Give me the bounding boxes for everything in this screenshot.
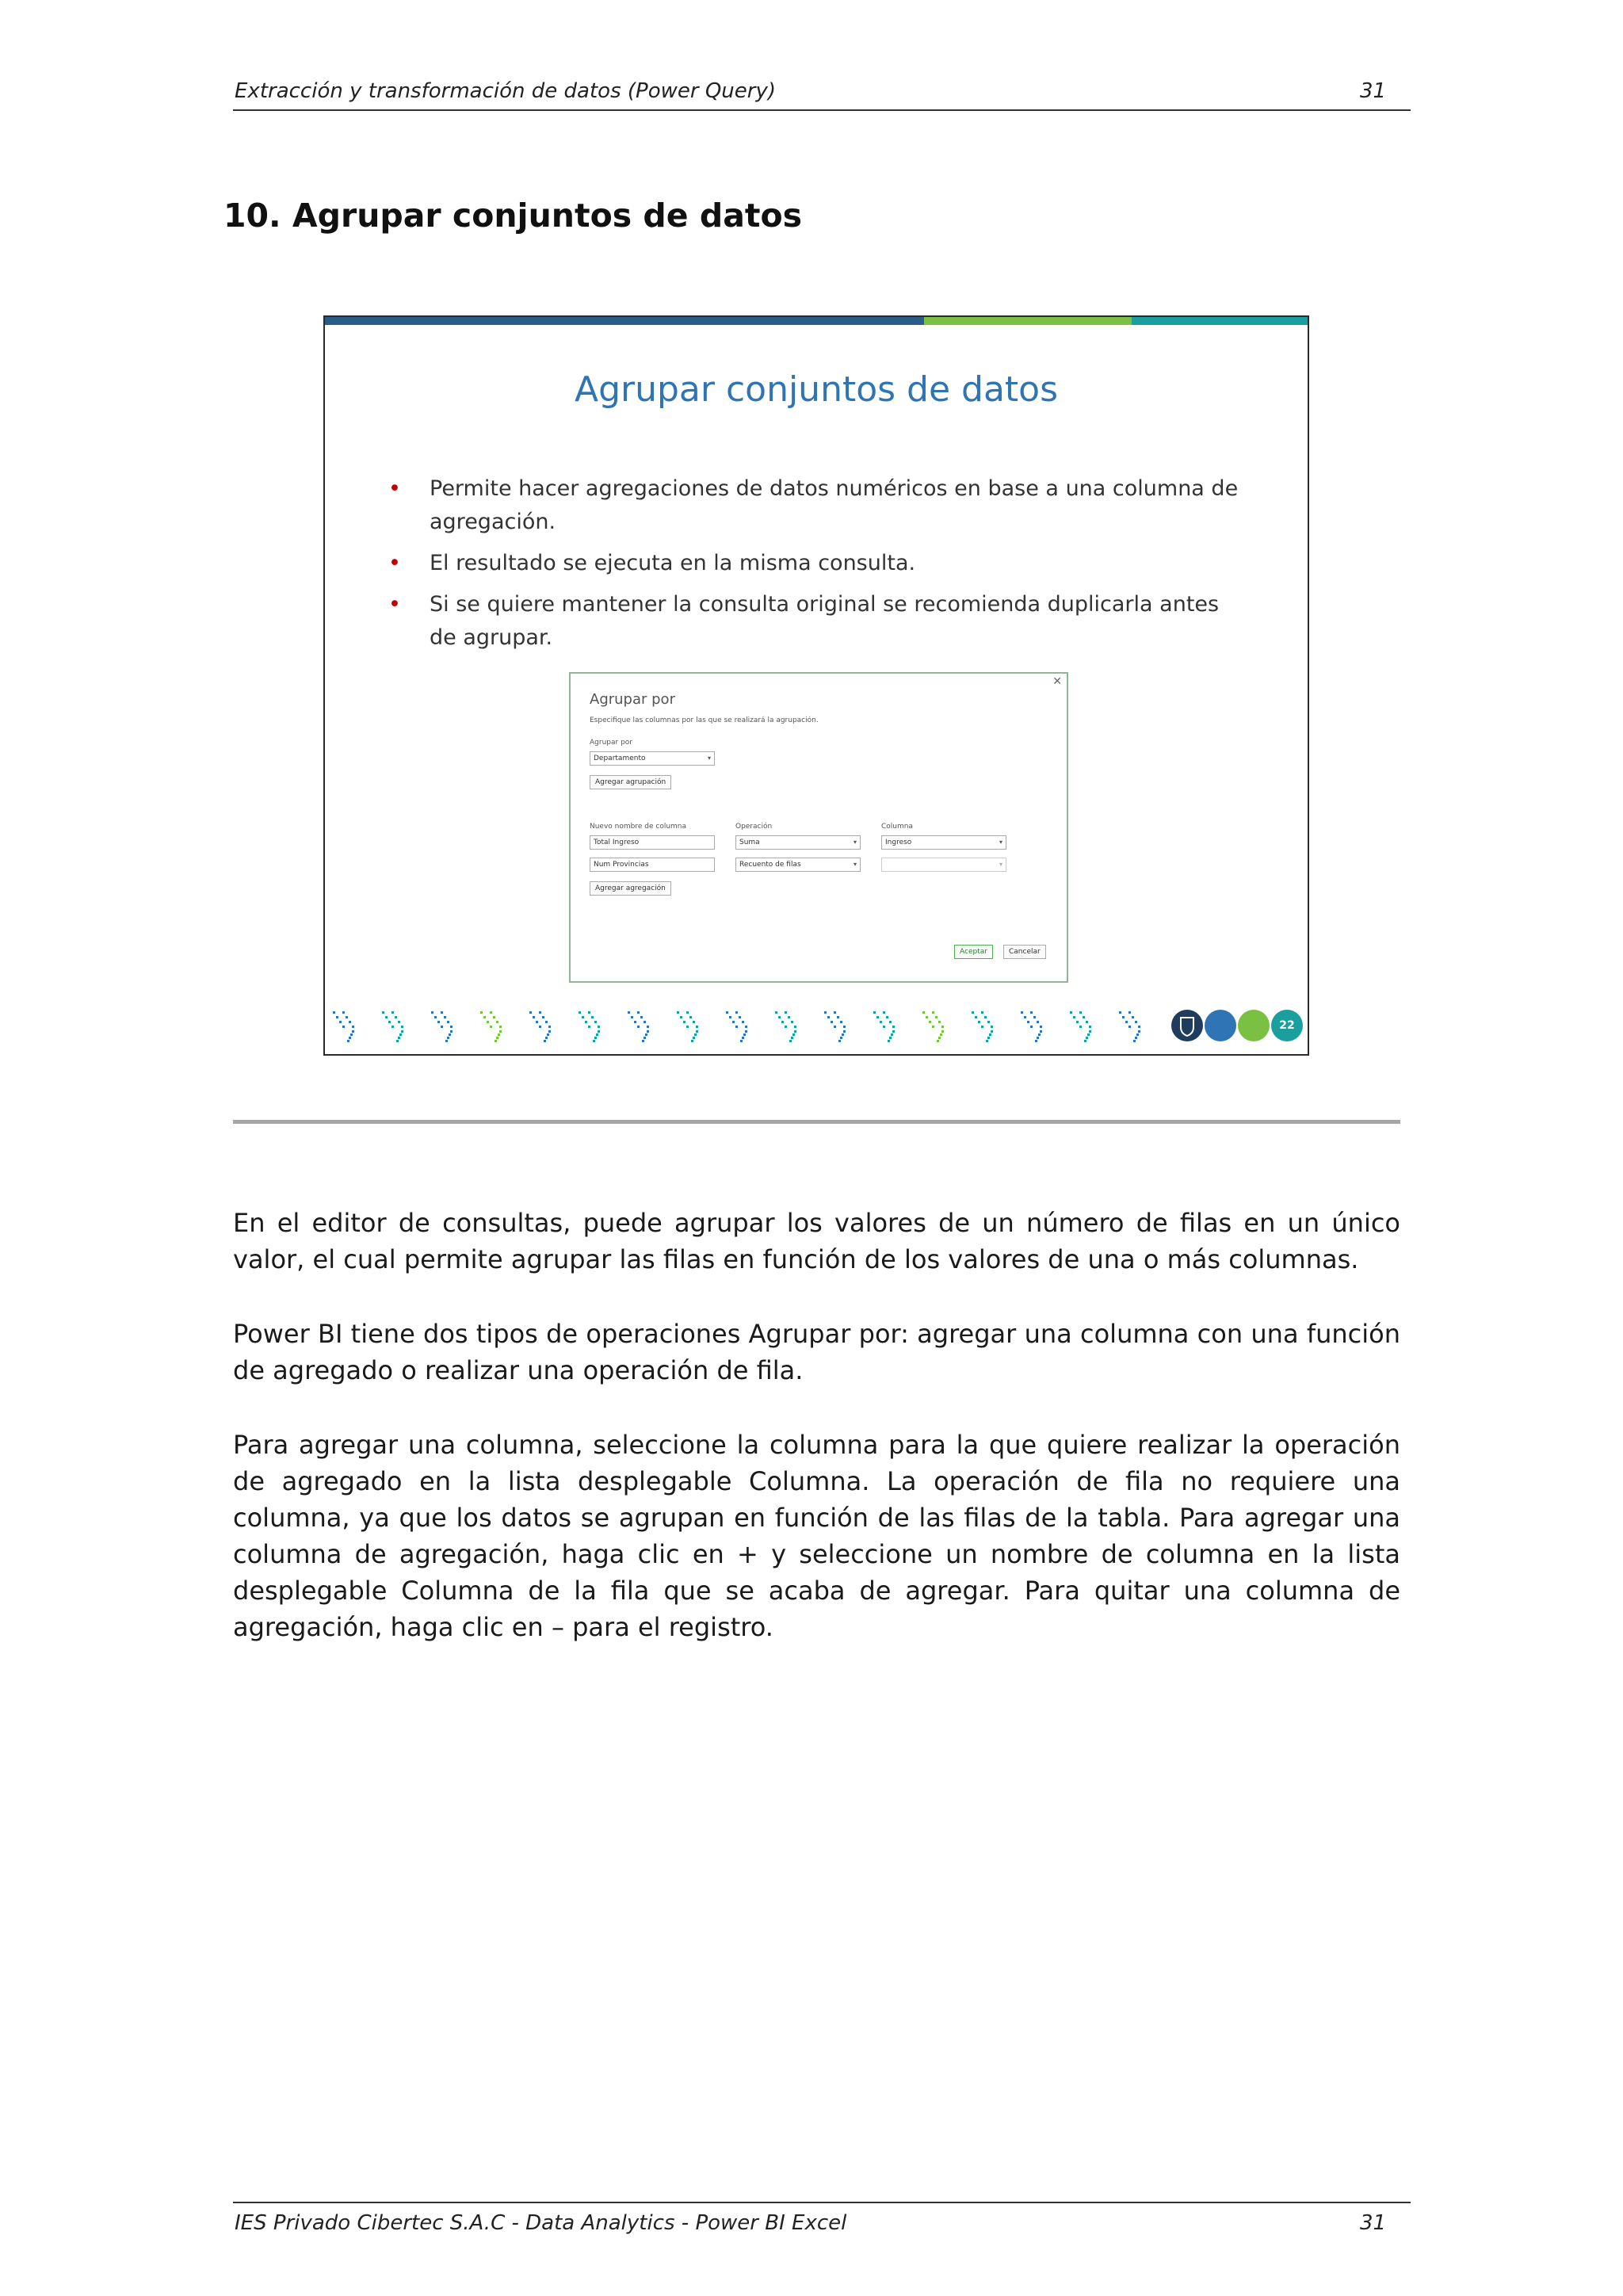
chevron-dot [483,1016,486,1018]
chevron-dot [431,1011,433,1014]
chevron-dot [349,1037,351,1039]
chevron-dot [683,1021,685,1023]
chevron-dot [991,1026,993,1028]
accept-button[interactable]: Aceptar [954,945,993,959]
chevron-dot [991,1030,993,1033]
chevron-dot [539,1026,541,1028]
chevron-dot [1024,1016,1026,1018]
chevron-dot [352,1030,354,1033]
chevron-dot [986,1040,988,1042]
chevron-dot [889,1021,892,1023]
chevron-dot [880,1021,882,1023]
footer-rule [233,2202,1411,2203]
chevron-dots-icon [333,1011,1140,1042]
chevron-dot [401,1026,403,1028]
chevron-dot [1040,1030,1042,1033]
chevron-dot [399,1033,402,1036]
chevron-dot [840,1037,842,1039]
chevron-dot [696,1026,698,1028]
chevron-dot [547,1033,549,1036]
chevron-dot [487,1021,489,1023]
chevron-dot [873,1011,876,1014]
chevron-dot [349,1021,351,1023]
chevron-dot [1035,1040,1037,1042]
chevron-dot [450,1026,453,1028]
chevron-dot [1119,1011,1121,1014]
chevron-dot [987,1037,990,1039]
chevron-dot [450,1030,453,1033]
chevron-dot [539,1011,541,1014]
chevron-dot [1027,1021,1029,1023]
column-select[interactable] [881,858,1006,872]
operation-select[interactable]: Recuento de filas ▾ [735,858,861,872]
chevron-dot [888,1040,890,1042]
chevron-dot [1132,1016,1134,1018]
group-by-select[interactable]: Departamento ▾ [590,751,715,766]
chevron-dot [647,1026,649,1028]
slide-bullet: • Permite hacer agregaciones de datos numéricos en base a una columna de agregación. [388,472,1244,539]
chevron-dot [637,1026,640,1028]
chevron-dot [732,1021,735,1023]
chevron-dot [791,1021,793,1023]
chevron-dot [594,1037,597,1039]
slide-image [323,315,1309,1056]
chevron-dot [342,1026,345,1028]
chevron-dot [628,1011,630,1014]
chevron-dot [989,1033,991,1036]
chevron-dot [391,1011,394,1014]
chevron-dot [686,1011,689,1014]
chevron-dot [1083,1016,1085,1018]
chevron-dot [1125,1021,1128,1023]
chevron-dot [598,1030,600,1033]
chevron-dot [785,1026,787,1028]
chevron-dot [437,1021,440,1023]
chevron-dot [449,1033,451,1036]
running-footer-text: IES Privado Cibertec S.A.C - Data Analytics - Power BI Excel [235,2211,847,2235]
chevron-dot [938,1037,941,1039]
chevron-dot [493,1016,495,1018]
slide-number-badge: 22 [1271,1010,1303,1041]
chevron-dot [499,1026,502,1028]
chevron-dot [935,1016,938,1018]
chevron-dot [1038,1033,1041,1036]
chevron-dot [838,1040,841,1042]
chevron-dot [785,1011,787,1014]
chevron-dot [938,1021,941,1023]
chevron-dot [594,1021,597,1023]
chevron-dot [588,1011,590,1014]
chevron-dot [499,1030,502,1033]
chevron-dot [987,1021,990,1023]
chevron-dot [548,1030,551,1033]
chevron-dot [441,1026,443,1028]
chevron-dot [1087,1033,1090,1036]
chevron-dot [579,1011,581,1014]
chevron-dot [342,1011,345,1014]
chevron-dot [1073,1016,1075,1018]
chevron-dot [889,1037,892,1039]
chevron-dot [333,1011,335,1014]
chevron-down-icon: ▾ [853,861,857,868]
slide-bullet: • Si se quiere mantener la consulta original se recomienda duplicarla antes de agrupar. [388,588,1244,655]
chevron-dot [694,1033,697,1036]
chevron-dot [735,1026,738,1028]
chevron-dot [536,1021,538,1023]
group-by-label: Agrupar por [590,739,632,747]
chevron-dot [978,1021,980,1023]
chevron-dot [643,1037,646,1039]
chevron-down-icon: ▾ [707,755,711,762]
chevron-dot [941,1026,944,1028]
chevron-dot [548,1026,551,1028]
chevron-dot [529,1011,532,1014]
chevron-dot [834,1026,836,1028]
column-select[interactable]: Ingreso ▾ [881,835,1006,850]
chevron-dot [395,1016,397,1018]
add-grouping-button[interactable]: Agregar agrupación [590,775,671,789]
chevron-dot [588,1026,590,1028]
chevron-dot [490,1011,492,1014]
slide-bullet-list [388,472,1244,663]
new-column-name-input[interactable]: Num Provincias [590,858,715,872]
chevron-dot [941,1030,944,1033]
chevron-dot [398,1021,400,1023]
chevron-dot [582,1016,584,1018]
chevron-dot [742,1021,744,1023]
chevron-dot [743,1033,746,1036]
body-paragraph: En el editor de consultas, puede agrupar los valores de un número de filas en un único valor, el cual permite agrupar las filas en función de los valores de una o más columnas. [233,1208,1400,1274]
chevron-dot [347,1040,349,1042]
chevron-dot [1030,1011,1033,1014]
chevron-dot [391,1026,394,1028]
chevron-dot [441,1011,443,1014]
chevron-dot [735,1011,738,1014]
chevron-dot [937,1040,939,1042]
chevron-dot [843,1026,846,1028]
chevron-dot [545,1037,548,1039]
chevron-dot [645,1033,647,1036]
chevron-dot [892,1026,895,1028]
chevron-dot [726,1011,728,1014]
chevron-dot [1070,1011,1072,1014]
chevron-dot [401,1030,403,1033]
chevron-dot [691,1040,693,1042]
chevron-dot [791,1037,793,1039]
chevron-dot [984,1016,987,1018]
chevron-dot [981,1026,983,1028]
chevron-dot [1076,1021,1079,1023]
chevron-dot [545,1021,548,1023]
body-paragraph: Power BI tiene dos tipos de operaciones Agrupar por: agregar una columna con una función de agregado o realizar una operación de fila. [233,1319,1400,1385]
chevron-dot [696,1030,698,1033]
chevron-dot [1138,1026,1140,1028]
chevron-dot [677,1011,679,1014]
chevron-dot [689,1016,692,1018]
chevron-dot [922,1011,925,1014]
chevron-dot [398,1037,400,1039]
chevron-dot [842,1033,844,1036]
chevron-dot [490,1026,492,1028]
new-column-name-header: Nuevo nombre de columna [590,823,687,831]
shield-icon [1171,1010,1203,1041]
chevron-dot [434,1016,437,1018]
chevron-dot [1122,1016,1125,1018]
chevron-dot [788,1016,790,1018]
chevron-dot [981,1011,983,1014]
chevron-dot [883,1026,885,1028]
column-header: Columna [881,823,913,831]
chevron-dot [775,1011,777,1014]
chevron-dot [544,1040,546,1042]
chevron-dot [1021,1011,1023,1014]
chevron-dot [1040,1026,1042,1028]
chevron-dot [1086,1021,1088,1023]
chevron-dot [1136,1033,1139,1036]
chevron-dot [794,1026,796,1028]
chevron-dot [975,1016,977,1018]
chevron-dot [640,1016,643,1018]
chevron-dot [843,1030,846,1033]
chevron-dot [1089,1026,1091,1028]
section-title: 10. Agrupar conjuntos de datos [223,197,803,235]
chevron-dot [827,1016,830,1018]
running-footer-page-number: 31 [1360,2211,1387,2235]
chevron-pattern-decoration [328,1007,1176,1051]
chevron-dot [1079,1011,1082,1014]
chevron-dot [542,1016,544,1018]
chevron-dot [739,1016,741,1018]
group-by-dialog [569,672,1068,983]
chevron-dot [932,1011,934,1014]
chevron-dot [892,1030,895,1033]
chevron-dot [339,1021,342,1023]
chevron-dot [740,1040,743,1042]
slide-top-bar-blue [325,317,924,325]
chevron-dot [693,1037,695,1039]
slide-top-bar-teal [1132,317,1309,325]
bullet-icon: • [388,551,401,575]
chevron-dot [792,1033,795,1036]
chevron-dot [350,1033,353,1036]
chevron-dot [634,1021,636,1023]
chevron-dot [1086,1037,1088,1039]
chevron-dot [837,1016,839,1018]
chevron-dot [745,1026,747,1028]
chevron-dot [876,1016,879,1018]
chevron-dot [794,1030,796,1033]
chevron-down-icon: ▾ [999,861,1002,868]
chevron-dot [447,1037,449,1039]
chevron-dot [1135,1021,1137,1023]
chevron-dot [585,1021,587,1023]
chevron-dot [388,1021,391,1023]
bullet-icon: • [388,592,401,617]
chevron-dot [789,1040,792,1042]
chevron-dot [382,1011,384,1014]
chevron-dot [742,1037,744,1039]
chevron-dot [834,1011,836,1014]
chevron-dot [637,1011,640,1014]
chevron-dot [840,1021,842,1023]
chevron-dot [480,1011,483,1014]
chevron-dot [932,1026,934,1028]
body-paragraph: Para agregar una columna, seleccione la columna para la que quiere realizar la operación de agregado en la lista desplegable Columna. La operación de fila no requiere una columna, ya que los datos se agrupan en función de las filas de la tabla. Para agregar una columna de agregación, haga clic en + y seleccione un nombre de columna en la lista desplegable Columna de la fila que se acaba de agregar. Para quitar una columna de agregación, haga clic en – para el registro. [233,1430,1400,1642]
section-separator [233,1120,1400,1124]
chevron-dot [593,1040,595,1042]
chevron-dot [346,1016,348,1018]
chevron-dot [647,1030,649,1033]
chevron-down-icon: ▾ [853,839,857,846]
chevron-dot [591,1016,594,1018]
blue-circle-icon [1205,1010,1236,1041]
chevron-dot [385,1016,388,1018]
chevron-dot [1079,1026,1082,1028]
chevron-dot [729,1016,731,1018]
chevron-dot [1037,1037,1039,1039]
chevron-dot [495,1040,497,1042]
chevron-dot [886,1016,888,1018]
chevron-dot [496,1037,498,1039]
chevron-dot [1128,1026,1131,1028]
chevron-dot [926,1016,928,1018]
chevron-dot [444,1016,446,1018]
chevron-dot [781,1021,784,1023]
chevron-dot [883,1011,885,1014]
chevron-dot [745,1030,747,1033]
operation-header: Operación [735,823,773,831]
chevron-dot [396,1040,399,1042]
chevron-dot [693,1021,695,1023]
chevron-dot [680,1016,682,1018]
chevron-dot [1030,1026,1033,1028]
chevron-dot [831,1021,833,1023]
bullet-icon: • [388,476,401,501]
chevron-dot [891,1033,893,1036]
chevron-dot [686,1026,689,1028]
chevron-dot [596,1033,598,1036]
slide-top-bar-green [924,317,1132,325]
chevron-dot [972,1011,974,1014]
chevron-dot [1135,1037,1137,1039]
chevron-dot [1133,1040,1136,1042]
chevron-dot [1089,1030,1091,1033]
chevron-dot [1037,1021,1039,1023]
chevron-dot [1084,1040,1086,1042]
chevron-dot [1138,1030,1140,1033]
chevron-dot [447,1021,449,1023]
chevron-dot [929,1021,931,1023]
chevron-dot [778,1016,781,1018]
header-rule [233,109,1411,111]
dialog-title: Agrupar por [590,691,675,708]
chevron-dot [496,1021,498,1023]
chevron-dot [1128,1011,1131,1014]
institution-seal-icon [1171,1010,1203,1041]
new-column-name-input[interactable]: Total Ingreso [590,835,715,850]
chevron-dot [533,1016,535,1018]
chevron-down-icon: ▾ [999,839,1002,846]
add-aggregation-button[interactable]: Agregar agregación [590,881,671,896]
operation-select[interactable]: Suma ▾ [735,835,861,850]
chevron-dot [598,1026,600,1028]
chevron-dot [498,1033,500,1036]
dialog-description: Especifique las columnas por las que se realizará la agrupación. [590,716,819,724]
running-header-page-number: 31 [1360,79,1387,103]
chevron-dot [824,1011,827,1014]
green-circle-icon [1238,1010,1270,1041]
chevron-dot [352,1026,354,1028]
slide-bullet: • El resultado se ejecuta en la misma consulta. [388,547,1244,580]
chevron-dot [643,1021,646,1023]
chevron-dot [631,1016,633,1018]
cancel-button[interactable]: Cancelar [1003,945,1046,959]
close-icon[interactable]: ✕ [1052,675,1062,688]
chevron-dot [336,1016,338,1018]
running-header-title: Extracción y transformación de datos (Power Query) [235,79,776,103]
chevron-dot [445,1040,448,1042]
slide-title: Agrupar conjuntos de datos [574,369,1059,410]
chevron-dot [642,1040,644,1042]
chevron-dot [1033,1016,1036,1018]
chevron-dot [940,1033,942,1036]
